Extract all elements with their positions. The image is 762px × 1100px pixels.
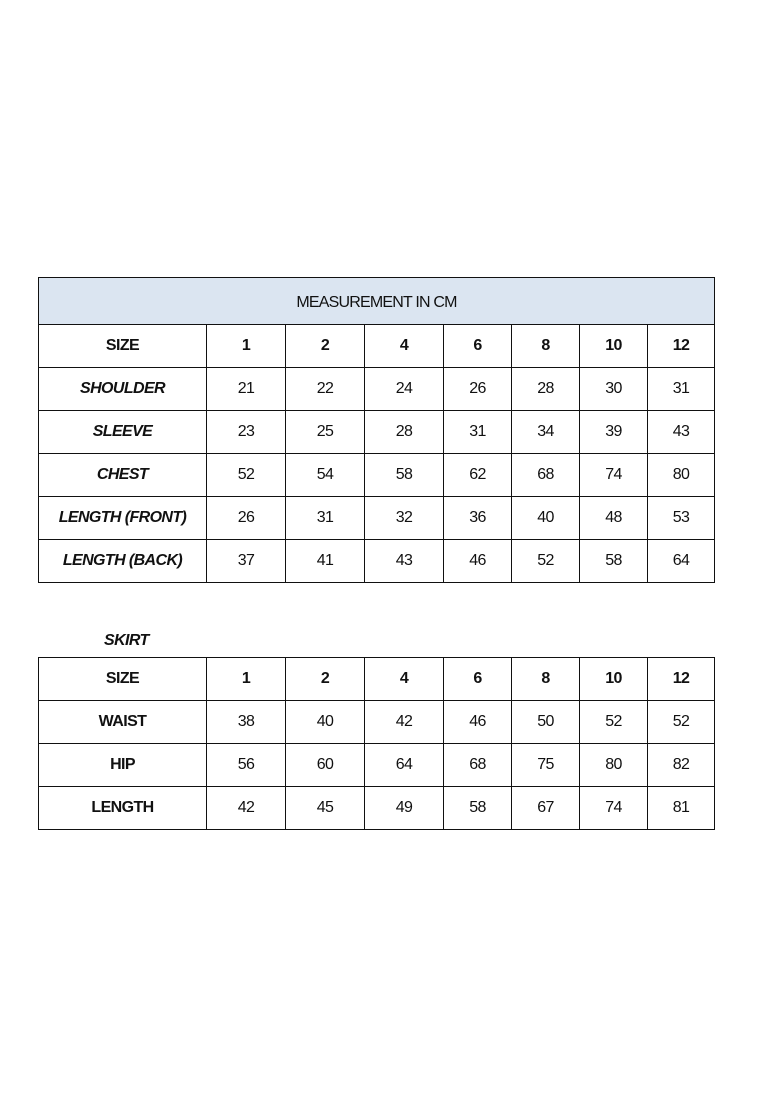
table-cell: 53 [648,497,715,540]
table-cell: 26 [207,497,286,540]
table-cell: 49 [365,787,444,830]
table-cell: 42 [365,701,444,744]
table-cell: 21 [207,368,286,411]
measurement-table [38,277,715,583]
table-row [39,787,715,830]
size-column-header: 6 [444,325,512,368]
table-cell: 75 [512,744,580,787]
table-cell: 80 [648,454,715,497]
skirt-table [38,657,715,830]
row-label: SLEEVE [39,411,207,454]
table-header-row [39,658,715,701]
table-cell: 36 [444,497,512,540]
table-cell: 81 [648,787,715,830]
table-row [39,744,715,787]
table-cell: 48 [580,497,648,540]
table-cell: 45 [286,787,365,830]
table-cell: 52 [580,701,648,744]
table-cell: 58 [444,787,512,830]
table-cell: 28 [365,411,444,454]
size-column-header: 8 [512,658,580,701]
table-header-row [39,325,715,368]
table-cell: 31 [286,497,365,540]
size-column-header: 1 [207,325,286,368]
table-cell: 68 [512,454,580,497]
row-label: SHOULDER [39,368,207,411]
size-column-header: 1 [207,658,286,701]
table-cell: 54 [286,454,365,497]
table-cell: 46 [444,540,512,583]
row-label: LENGTH [39,787,207,830]
table-row [39,701,715,744]
table-cell: 68 [444,744,512,787]
row-label: LENGTH (FRONT) [39,497,207,540]
table-cell: 80 [580,744,648,787]
table-row [39,540,715,583]
table-cell: 30 [580,368,648,411]
table-cell: 23 [207,411,286,454]
table-cell: 64 [648,540,715,583]
size-column-header: 4 [365,325,444,368]
table-cell: 82 [648,744,715,787]
row-label: HIP [39,744,207,787]
table-cell: 39 [580,411,648,454]
table-cell: 64 [365,744,444,787]
table-cell: 38 [207,701,286,744]
table-cell: 22 [286,368,365,411]
table-title-row [39,278,715,325]
row-label: WAIST [39,701,207,744]
table-cell: 46 [444,701,512,744]
table-cell: 56 [207,744,286,787]
table-cell: 58 [580,540,648,583]
table-cell: 32 [365,497,444,540]
size-header: SIZE [39,658,207,701]
table-cell: 43 [365,540,444,583]
table-cell: 41 [286,540,365,583]
table-cell: 26 [444,368,512,411]
skirt-caption: SKIRT [104,632,149,649]
table-cell: 34 [512,411,580,454]
table-row [39,454,715,497]
row-label: LENGTH (BACK) [39,540,207,583]
table-cell: 42 [207,787,286,830]
table-cell: 28 [512,368,580,411]
table-cell: 43 [648,411,715,454]
table-cell: 31 [444,411,512,454]
size-column-header: 4 [365,658,444,701]
table-cell: 60 [286,744,365,787]
size-column-header: 10 [580,658,648,701]
table-row [39,411,715,454]
size-column-header: 6 [444,658,512,701]
table-title: MEASUREMENT IN CM [39,278,715,325]
table-row [39,368,715,411]
size-column-header: 12 [648,658,715,701]
table-cell: 25 [286,411,365,454]
table-cell: 50 [512,701,580,744]
row-label: CHEST [39,454,207,497]
table-cell: 24 [365,368,444,411]
table-cell: 52 [207,454,286,497]
size-column-header: 10 [580,325,648,368]
size-column-header: 2 [286,325,365,368]
table-cell: 40 [286,701,365,744]
table-cell: 37 [207,540,286,583]
table-cell: 62 [444,454,512,497]
size-header: SIZE [39,325,207,368]
table-cell: 52 [648,701,715,744]
size-column-header: 8 [512,325,580,368]
table-cell: 52 [512,540,580,583]
table-cell: 40 [512,497,580,540]
table-cell: 58 [365,454,444,497]
size-column-header: 2 [286,658,365,701]
table-cell: 67 [512,787,580,830]
table-cell: 31 [648,368,715,411]
size-column-header: 12 [648,325,715,368]
table-cell: 74 [580,787,648,830]
table-cell: 74 [580,454,648,497]
table-row [39,497,715,540]
